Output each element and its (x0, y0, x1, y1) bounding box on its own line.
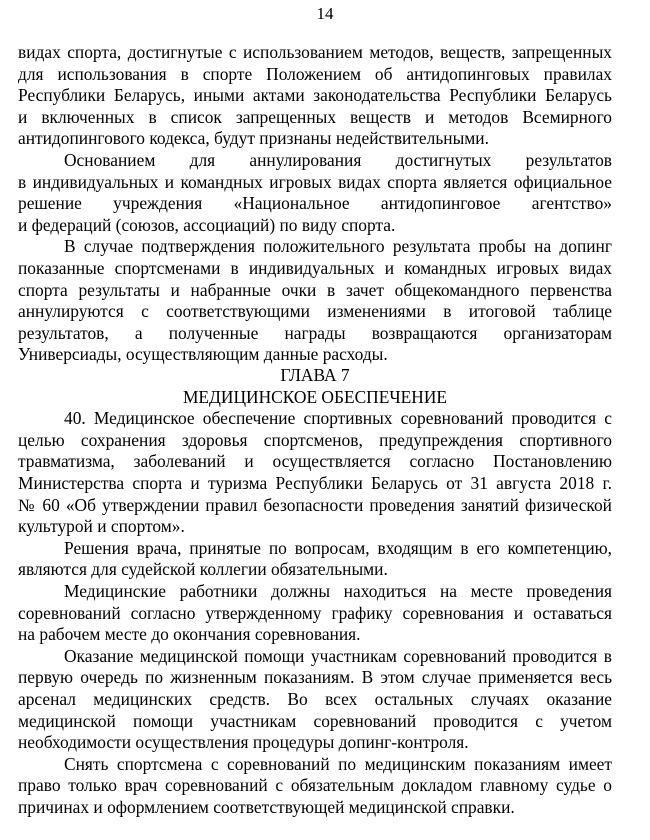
paragraph (18, 538, 612, 581)
text-line: для использования в спорте Положением об антидопинговых правилах (18, 63, 612, 84)
text-line: Медицинские работники должны находиться на месте проведения (64, 580, 612, 601)
text-line: целью сохранения здоровья спортсменов, предупреждения спортивного (18, 429, 612, 450)
paragraph (18, 754, 612, 819)
text-line: право только врач соревнований с обязательным докладом главному судье о (18, 775, 612, 796)
text-line: соревнований согласно утвержденному графику соревнования и оставаться (18, 602, 612, 623)
text-line: медицинской помощи участникам соревнований проводится с учетом (18, 710, 612, 731)
text-line: спорта результаты и набранные очки в зачет общекомандного первенства (18, 279, 612, 300)
page-number: 14 (316, 4, 334, 23)
text-line: Республики Беларусь, иными актами законодательства Республики Беларусь (18, 85, 612, 106)
text-line: на рабочем месте до окончания соревнования. (18, 624, 361, 645)
text-line: Министерства спорта и туризма Республики Беларусь от 31 августа 2018 г. (18, 472, 612, 493)
text-line: В случае подтверждения положительного результата пробы на допинг (64, 236, 612, 257)
text-line: арсенал медицинских средств. Во всех остальных случаях оказание (18, 688, 612, 709)
text-line: являются для судейской коллегии обязательными. (18, 559, 388, 580)
text-line: и федераций (союзов, ассоциаций) по виду спорта. (18, 214, 396, 235)
text-line: № 60 «Об утверждении правил безопасности проведения занятий физической (18, 494, 612, 515)
text-line: 40. Медицинское обеспечение спортивных соревнований проводится с (64, 408, 612, 429)
text-line: Снять спортсмена с соревнований по медицинским показаниям имеет (64, 753, 612, 774)
paragraph-40 (18, 408, 612, 538)
paragraph (18, 42, 612, 150)
text-line: причинах и оформлением соответствующей медицинской справки. (18, 796, 515, 817)
text-line: Основанием для аннулирования достигнутых результатов (64, 149, 612, 170)
text-line: травматизма, заболеваний и осуществляется согласно Постановлению (18, 451, 612, 472)
text-line: и включенных в список запрещенных веществ и методов Всемирного (18, 106, 612, 127)
text-line: культурой и спортом». (18, 516, 185, 537)
paragraph (18, 236, 612, 366)
paragraph (18, 646, 612, 754)
chapter-7-section (18, 365, 612, 818)
paragraph (18, 150, 612, 236)
text-line: необходимости осуществления процедуры допинг-контроля. (18, 732, 469, 753)
text-line: Универсиады, осуществляющим данные расходы. (18, 344, 388, 365)
chapter-number-heading: ГЛАВА 7 (280, 365, 350, 385)
text-line: первую очередь по жизненным показаниям. В этом случае применяется весь (18, 667, 612, 688)
text-line: показанные спортсменами в индивидуальных и командных игровых видах (18, 257, 612, 278)
paragraph (18, 581, 612, 646)
text-line: в индивидуальных и командных игровых видах спорта является официальное (18, 171, 612, 192)
text-block-before-chapter (18, 42, 612, 366)
text-line: Решения врача, принятые по вопросам, входящим в его компетенцию, (64, 537, 612, 558)
text-line: результатов, а полученные награды возвращаются организаторам (18, 322, 612, 343)
text-line: Оказание медицинской помощи участникам соревнований проводится в (64, 645, 612, 666)
text-line: видах спорта, достигнутые с использованием методов, веществ, запрещенных (18, 42, 612, 62)
chapter-title-heading: МЕДИЦИНСКОЕ ОБЕСПЕЧЕНИЕ (182, 386, 448, 407)
text-line: антидопингового кодекса, будут признаны недействительными. (18, 128, 489, 149)
text-line: аннулируются с соответствующими изменениями в итоговой таблице (18, 301, 612, 322)
text-line: решение учреждения «Национальное антидопинговое агентство» (18, 193, 612, 214)
